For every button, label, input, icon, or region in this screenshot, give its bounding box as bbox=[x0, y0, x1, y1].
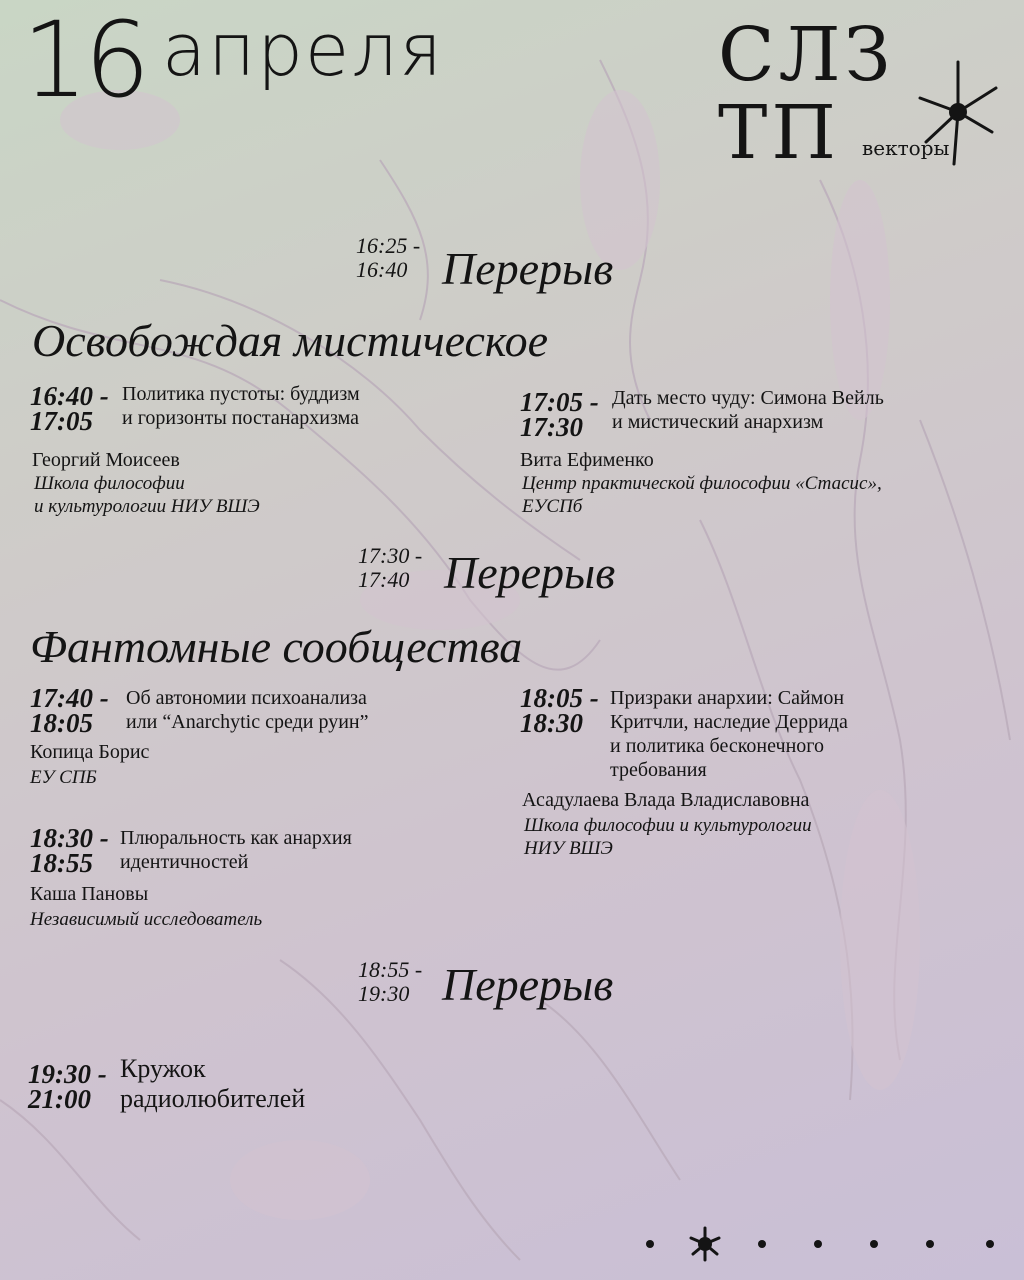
page-dot bbox=[926, 1240, 934, 1248]
closing-end: 21:00 bbox=[28, 1084, 91, 1114]
talk-end: 17:05 bbox=[30, 406, 93, 436]
current-page-star-icon bbox=[691, 1228, 719, 1260]
section-title: Освобождая мистическое bbox=[32, 315, 549, 366]
closing-title-line: радиолюбителей bbox=[120, 1084, 306, 1113]
talk-title-line: и политика бесконечного bbox=[610, 735, 824, 757]
affiliation-line: НИУ ВШЭ bbox=[524, 838, 613, 859]
logo-line-1: СЛЗ bbox=[718, 12, 895, 98]
date-month: апреля bbox=[162, 8, 444, 92]
affiliation-line: Центр практической философии «Стасис», bbox=[522, 473, 882, 494]
talk-title bbox=[120, 826, 352, 874]
talk-speaker: Асадулаева Влада Владиславовна bbox=[522, 789, 810, 811]
affiliation-line: и культурологии НИУ ВШЭ bbox=[34, 496, 260, 517]
talk-title-line: Дать место чуду: Симона Вейль bbox=[612, 387, 884, 409]
closing-title-line: Кружок bbox=[120, 1054, 206, 1083]
talk-affiliation bbox=[524, 814, 812, 860]
talk-item bbox=[520, 387, 599, 442]
affiliation-line: ЕУ СПБ bbox=[30, 767, 97, 788]
page-dot bbox=[814, 1240, 822, 1248]
break-start: 16:25 - bbox=[356, 233, 421, 258]
talk-title-line: Призраки анархии: Саймон bbox=[610, 687, 845, 709]
talk-title-line: или “Anarchytic среди руин” bbox=[126, 711, 369, 733]
logo-line-2: ТП bbox=[718, 90, 840, 176]
talk-title-line: Критчли, наследие Деррида bbox=[610, 711, 848, 733]
talk-speaker: Копица Борис bbox=[30, 741, 150, 763]
break-start: 17:30 - bbox=[358, 543, 423, 568]
talk-title-line: Об автономии психоанализа bbox=[126, 687, 367, 709]
talk-speaker: Каша Пановы bbox=[30, 883, 149, 905]
talk-affiliation bbox=[30, 908, 262, 931]
closing-title bbox=[120, 1054, 305, 1114]
page-dot bbox=[986, 1240, 994, 1248]
talk-affiliation bbox=[30, 766, 97, 789]
break-end: 16:40 bbox=[356, 257, 408, 282]
page-dot bbox=[758, 1240, 766, 1248]
talk-title-line: и мистический анархизм bbox=[612, 411, 824, 433]
talk-title bbox=[610, 686, 848, 782]
date-day: 16 bbox=[22, 0, 147, 121]
talk-title-line: Политика пустоты: буддизм bbox=[122, 383, 360, 405]
talk-title bbox=[122, 382, 360, 430]
talk-item bbox=[30, 823, 109, 878]
talk-item bbox=[30, 381, 109, 436]
break-times bbox=[358, 544, 422, 592]
break-label: Перерыв bbox=[442, 243, 614, 294]
talk-speaker: Вита Ефименко bbox=[520, 449, 654, 471]
talk-title bbox=[126, 686, 369, 734]
talk-end: 17:30 bbox=[520, 412, 583, 442]
page-indicator bbox=[640, 1224, 1010, 1264]
talk-start: 16:40 - bbox=[30, 381, 109, 411]
talk-start: 17:05 - bbox=[520, 387, 599, 417]
talk-title-line: требования bbox=[610, 759, 707, 781]
talk-start: 18:30 - bbox=[30, 823, 109, 853]
talk-end: 18:05 bbox=[30, 708, 93, 738]
talk-title bbox=[612, 386, 884, 434]
closing-start: 19:30 - bbox=[28, 1059, 107, 1089]
break-label: Перерыв bbox=[444, 547, 616, 598]
talk-start: 17:40 - bbox=[30, 683, 109, 713]
talk-affiliation bbox=[34, 472, 260, 518]
talk-title-line: Плюральность как анархия bbox=[120, 827, 352, 849]
break-label: Перерыв bbox=[442, 959, 614, 1010]
talk-affiliation bbox=[522, 472, 882, 518]
affiliation-line: ЕУСПб bbox=[522, 496, 583, 517]
talk-speaker: Георгий Моисеев bbox=[32, 449, 180, 471]
talk-title-line: идентичностей bbox=[120, 851, 249, 873]
affiliation-line: Независимый исследователь bbox=[30, 909, 263, 930]
section-title: Фантомные сообщества bbox=[30, 621, 523, 672]
affiliation-line: Школа философии и культурологии bbox=[524, 815, 812, 836]
logo-word: векторы bbox=[862, 136, 950, 160]
talk-item bbox=[520, 683, 599, 738]
closing-item bbox=[28, 1059, 107, 1114]
break-end: 17:40 bbox=[358, 567, 410, 592]
break-times bbox=[356, 234, 420, 282]
affiliation-line: Школа философии bbox=[34, 473, 185, 494]
star-icon bbox=[918, 58, 998, 166]
talk-end: 18:55 bbox=[30, 848, 93, 878]
talk-end: 18:30 bbox=[520, 708, 583, 738]
talk-item bbox=[30, 683, 109, 738]
talk-title-line: и горизонты постанархизма bbox=[122, 407, 360, 429]
break-end: 19:30 bbox=[358, 981, 410, 1006]
page-dot bbox=[870, 1240, 878, 1248]
break-times bbox=[358, 958, 422, 1006]
break-start: 18:55 - bbox=[358, 957, 423, 982]
talk-start: 18:05 - bbox=[520, 683, 599, 713]
page-dot bbox=[646, 1240, 654, 1248]
